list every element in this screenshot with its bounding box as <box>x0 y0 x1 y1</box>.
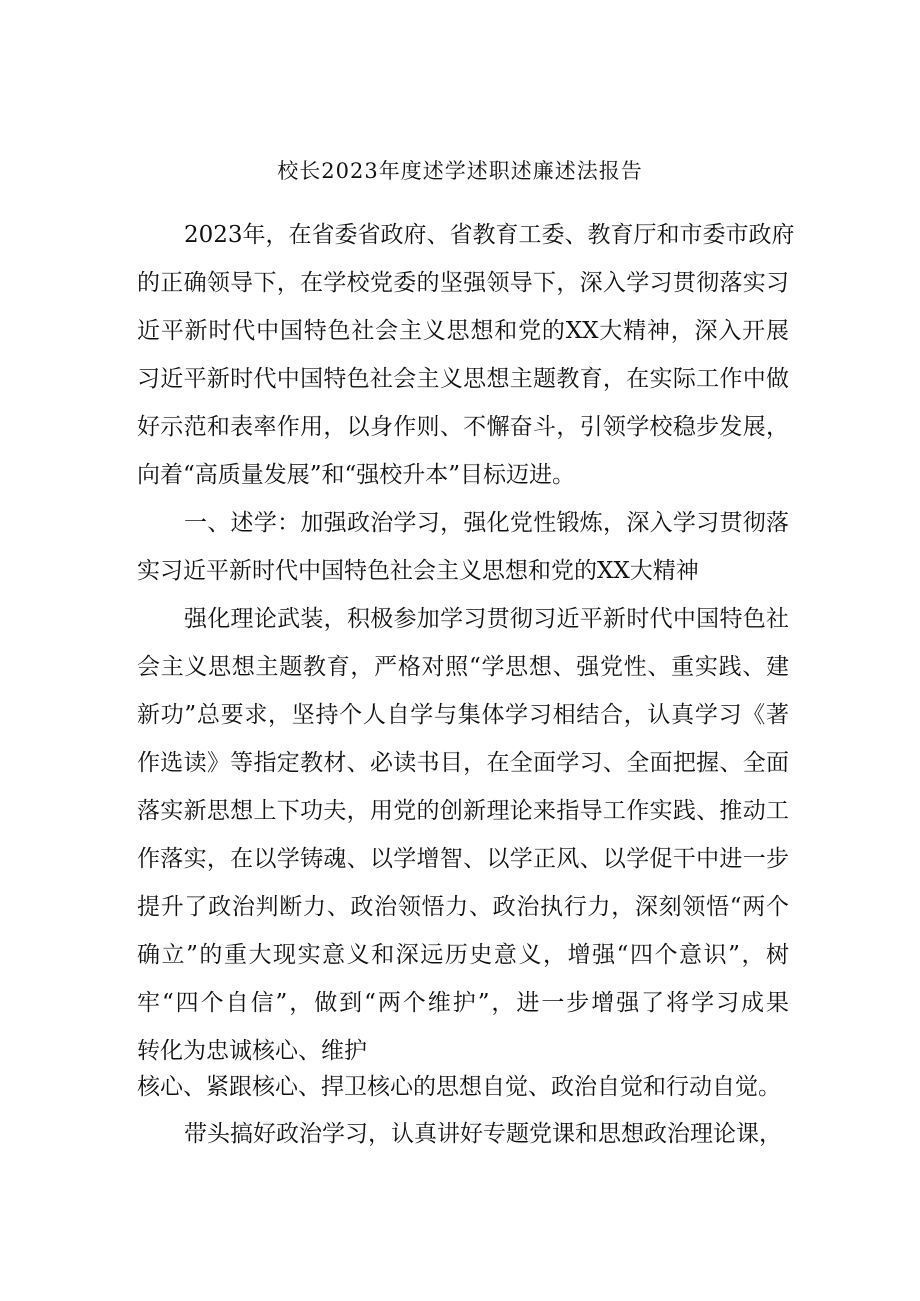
section-heading-line: 实习近平新时代中国特色社会主义思想和党的XX大精神 <box>137 558 699 584</box>
paragraph-line: 转化为忠诚核心、维护 <box>137 1038 367 1064</box>
paragraph-line: 作选读》等指定教材、必读书目，在全面学习、全面把握、全面 <box>137 750 789 776</box>
paragraph-line: 作落实，在以学铸魂、以学增智、以学正风、以学促干中进一步 <box>137 846 789 872</box>
paragraph-line: 习近平新时代中国特色社会主义思想主题教育，在实际工作中做 <box>137 366 789 392</box>
paragraph-line: 好示范和表率作用，以身作则、不懈奋斗，引领学校稳步发展， <box>137 414 789 440</box>
paragraph-line: 会主义思想主题教育，严格对照“学思想、强党性、重实践、建 <box>137 654 789 680</box>
paragraph-line: 的正确领导下，在学校党委的坚强领导下，深入学习贯彻落实习 <box>137 270 789 296</box>
paragraph-line: 强化理论武装，积极参加学习贯彻习近平新时代中国特色社 <box>184 606 789 632</box>
paragraph-line: 落实新思想上下功夫，用党的创新理论来指导工作实践、推动工 <box>137 798 789 824</box>
document-title: 校长2023年度述学述职述廉述法报告 <box>277 159 643 183</box>
paragraph-line: 2023年，在省委省政府、省教育工委、教育厅和市委市政府 <box>184 222 795 248</box>
paragraph-line: 牢“四个自信”，做到“两个维护”，进一步增强了将学习成果 <box>137 990 789 1016</box>
paragraph-line: 向着“高质量发展”和“强校升本”目标迈进。 <box>137 462 576 488</box>
paragraph-line: 确立”的重大现实意义和深远历史意义，增强“四个意识”，树 <box>137 942 789 968</box>
paragraph-line: 提升了政治判断力、政治领悟力、政治执行力，深刻领悟“两个 <box>137 894 789 920</box>
paragraph-line: 近平新时代中国特色社会主义思想和党的XX大精神，深入开展 <box>137 318 789 344</box>
section-heading-line: 一、述学：加强政治学习，强化党性锻炼，深入学习贯彻落 <box>184 510 789 536</box>
paragraph-line: 新功”总要求，坚持个人自学与集体学习相结合，认真学习《著 <box>137 702 789 728</box>
paragraph-line: 带头搞好政治学习，认真讲好专题党课和思想政治理论课， <box>184 1121 782 1147</box>
paragraph-line: 核心、紧跟核心、捍卫核心的思想自觉、政治自觉和行动自觉。 <box>137 1074 781 1100</box>
